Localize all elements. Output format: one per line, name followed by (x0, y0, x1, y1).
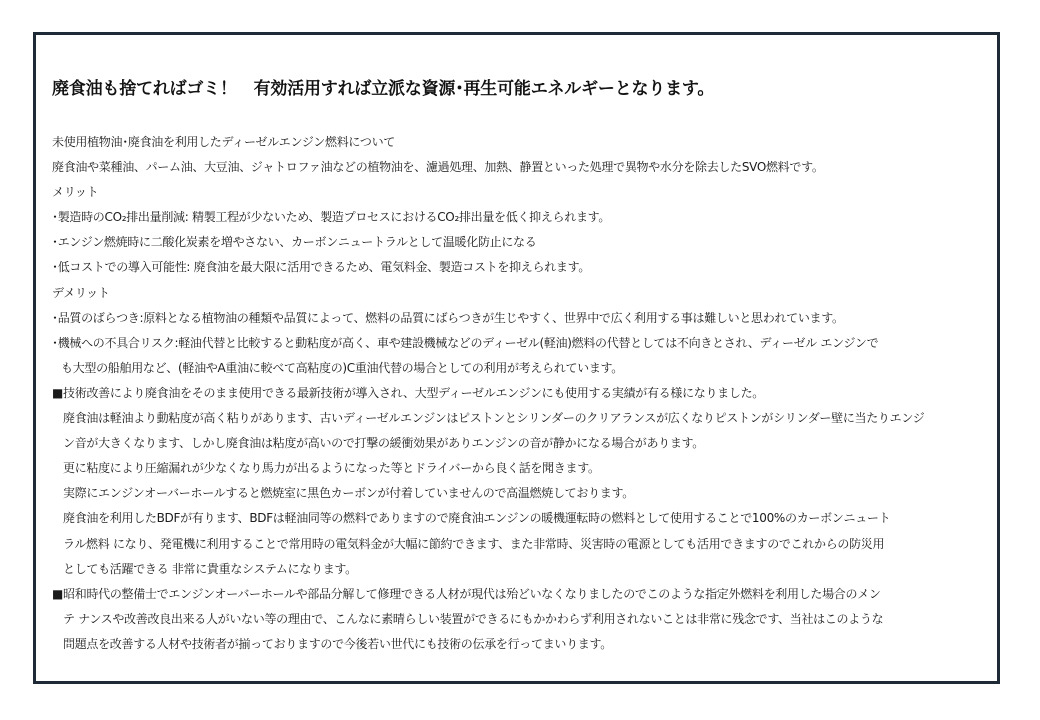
merit-item: ･エンジン燃焼時に二酸化炭素を増やさない、カーボンニュートラルとして温暖化防止になる (52, 235, 537, 250)
paragraph-line: 実際にエンジンオーバーホールすると燃焼室に黒色カーボンが付着していませんので高温燃焼しております。 (63, 486, 634, 501)
paragraph-line: ン音が大きくなります、しかし廃食油は粘度が高いので打撃の緩衝効果がありエンジンの音が静かになる場合があります。 (63, 436, 704, 451)
paragraph-line: ラル燃料 になり、発電機に利用することで常用時の電気料金が大幅に節約できます、また非常時、災害時の電源としても活用できますのでこれからの防災用 (63, 536, 885, 551)
fuel-description: 廃食油や菜種油、パーム油、大豆油、ジャトロファ油などの植物油を、濾過処理、加熱、静置といった処理で異物や水分を除去したSVO燃料です。 (52, 160, 824, 175)
paragraph-line: 廃食油を利用したBDFが有ります、BDFは軽油同等の燃料でありますので廃食油エンジンの暖機運転時の燃料として使用することで100%のカーボンニュート (63, 511, 891, 526)
merit-item: ･低コストでの導入可能性: 廃食油を最大限に活用できるため、電気料金、製造コストを抑えられます。 (52, 260, 591, 275)
merits-heading: メリット (52, 185, 99, 200)
demerit-item: ･機械への不具合リスク:軽油代替と比較すると動粘度が高く、車や建設機械などのディーゼル(軽油)燃料の代替としては不向きとされ、ディーゼル エンジンで (52, 335, 879, 350)
paragraph-line: テ ナンスや改善改良出来る人がいない等の理由で、こんなに素晴らしい装置ができるにもかかわらず利用されないことは非常に残念です、当社はこのような (63, 611, 884, 626)
paragraph-line: 廃食油は軽油より動粘度が高く粘りがあります、古いディーゼルエンジンはピストンとシリンダーのクリアランスが広くなりピストンがシリンダー壁に当たりエンジ (63, 411, 925, 426)
merit-item: ･製造時のCO₂排出量削減: 精製工程が少ないため、製造プロセスにおけるCO₂排出量を低く抑えられます。 (52, 210, 611, 225)
section-title-fuel: 未使用植物油･廃食油を利用したディーゼルエンジン燃料について (52, 135, 395, 149)
bullet-paragraph: ■昭和時代の整備士でエンジンオーバーホールや部品分解して修理できる人材が現代は殆どいなくなりましたのでこのような指定外燃料を利用した場合のメン (52, 586, 881, 601)
bullet-paragraph: ■技術改善により廃食油をそのまま使用できる最新技術が導入され、大型ディーゼルエンジンにも使用する実績が有る様になりました。 (52, 385, 764, 400)
article-body (52, 130, 992, 657)
paragraph-line: 問題点を改善する人材や技術者が揃っておりますので今後若い世代にも技術の伝承を行ってまいります。 (63, 636, 612, 651)
paragraph-line: としても活躍できる 非常に貴重なシステムになります。 (63, 561, 357, 576)
page-heading: 廃食油も捨てればゴミ！ 有効活用すれば立派な資源･再生可能エネルギーとなります。 (52, 79, 715, 99)
demerit-item-continuation: も大型の船舶用など、(軽油やA重油に較べて高粘度の)C重油代替の場合としての利用が考えられています。 (61, 360, 623, 375)
demerit-item: ･品質のばらつき:原料となる植物油の種類や品質によって、燃料の品質にばらつきが生じやすく、世界中で広く利用する事は難しいと思われています。 (52, 310, 844, 325)
paragraph-line: 更に粘度により圧縮漏れが少なくなり馬力が出るようになった等とドライバーから良く話を聞きます。 (63, 461, 600, 476)
demerits-heading: デメリット (52, 285, 110, 300)
